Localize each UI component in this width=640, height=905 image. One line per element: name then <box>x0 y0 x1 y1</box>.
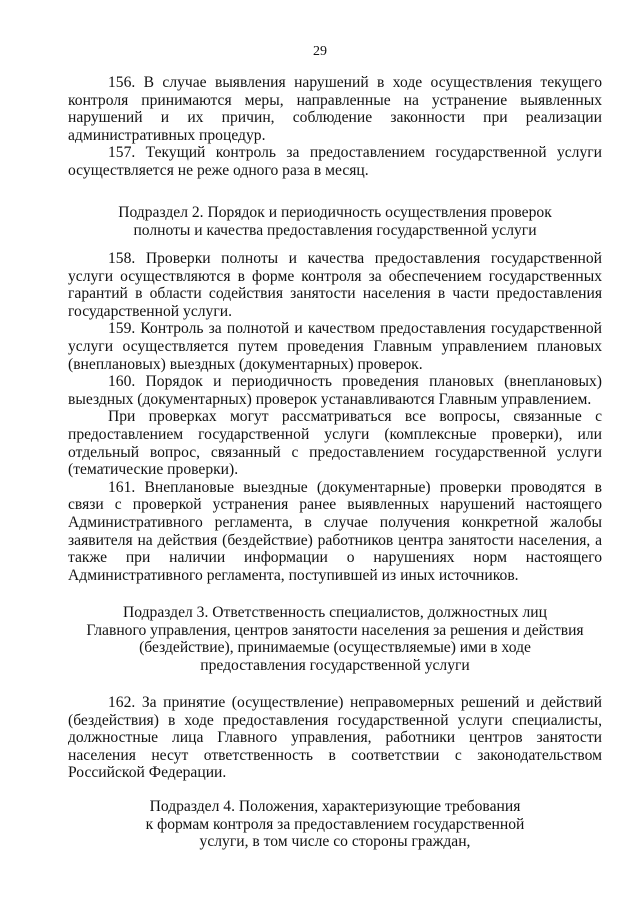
heading-line: Подраздел 4. Положения, характеризующие требования <box>149 798 521 815</box>
heading-line: Главного управления, центров занятости населения за решения и действия <box>86 621 584 639</box>
paragraph-160-note: При проверках могут рассматриваться все вопросы, связанные с предоставлением государственной услуги (комплексные проверки), или отдельный вопрос, связанный с предоставлением государственной услуги (тематические проверки). <box>68 408 602 479</box>
heading-line: (бездействие), принимаемые (осуществляемые) ими в ходе <box>139 639 531 657</box>
paragraph-156: 156. В случае выявления нарушений в ходе осуществления текущего контроля принимаются меры, направленные на устранение выявленных нарушений и их причин, соблюдение законности при реализации административных процедур. <box>68 74 602 144</box>
heading-line: предоставления государственной услуги <box>200 656 470 674</box>
heading-line: Подраздел 3. Ответственность специалистов, должностных лиц <box>123 604 547 621</box>
paragraph-157: 157. Текущий контроль за предоставлением государственной услуги осуществляется не реже одного раза в месяц. <box>68 144 602 179</box>
paragraph-162: 162. За принятие (осуществление) неправомерных решений и действий (бездействия) в ходе предоставления государственной услуги специалисты, должностные лица Главного управления, работники центров занятости населения несут ответственность в соответствии с законодательством Российской Федерации. <box>68 694 602 782</box>
paragraphs-158-161 <box>68 250 602 584</box>
paragraph-161: 161. Внеплановые выездные (документарные) проверки проводятся в связи с проверкой устранения ранее выявленных нарушений настоящего Административного регламента, в случае получения конкретной жалобы заявителя на действия (бездействие) работников центра занятости населения, а также при наличии информации о нарушениях норм настоящего Административного регламента, поступившей из иных источников. <box>68 478 602 584</box>
subsection-3-heading <box>68 604 602 674</box>
page-number: 29 <box>313 44 327 59</box>
subsection-4-heading <box>68 798 602 851</box>
paragraphs-156-157 <box>68 74 602 180</box>
paragraph-160: 160. Порядок и периодичность проведения плановых (внеплановых) выездных (документарных) проверок устанавливаются Главным управлением. <box>68 373 602 408</box>
heading-line: услуги, в том числе со стороны граждан, <box>199 833 471 851</box>
heading-line: к формам контроля за предоставлением государственной <box>145 815 525 833</box>
heading-line: Подраздел 2. Порядок и периодичность осуществления проверок <box>118 204 552 221</box>
subsection-2-heading <box>68 204 602 239</box>
paragraph-159: 159. Контроль за полнотой и качеством предоставления государственной услуги осуществляется путем проведения Главным управлением плановых (внеплановых) выездных (документарных) проверок. <box>68 320 602 373</box>
heading-line: полноты и качества предоставления государственной услуги <box>133 221 537 239</box>
paragraph-162-block <box>68 694 602 782</box>
paragraph-158: 158. Проверки полноты и качества предоставления государственной услуги осуществляются в форме контроля за обеспечением государственных гарантий в области содействия занятости населения в части предоставления государственной услуги. <box>68 250 602 320</box>
